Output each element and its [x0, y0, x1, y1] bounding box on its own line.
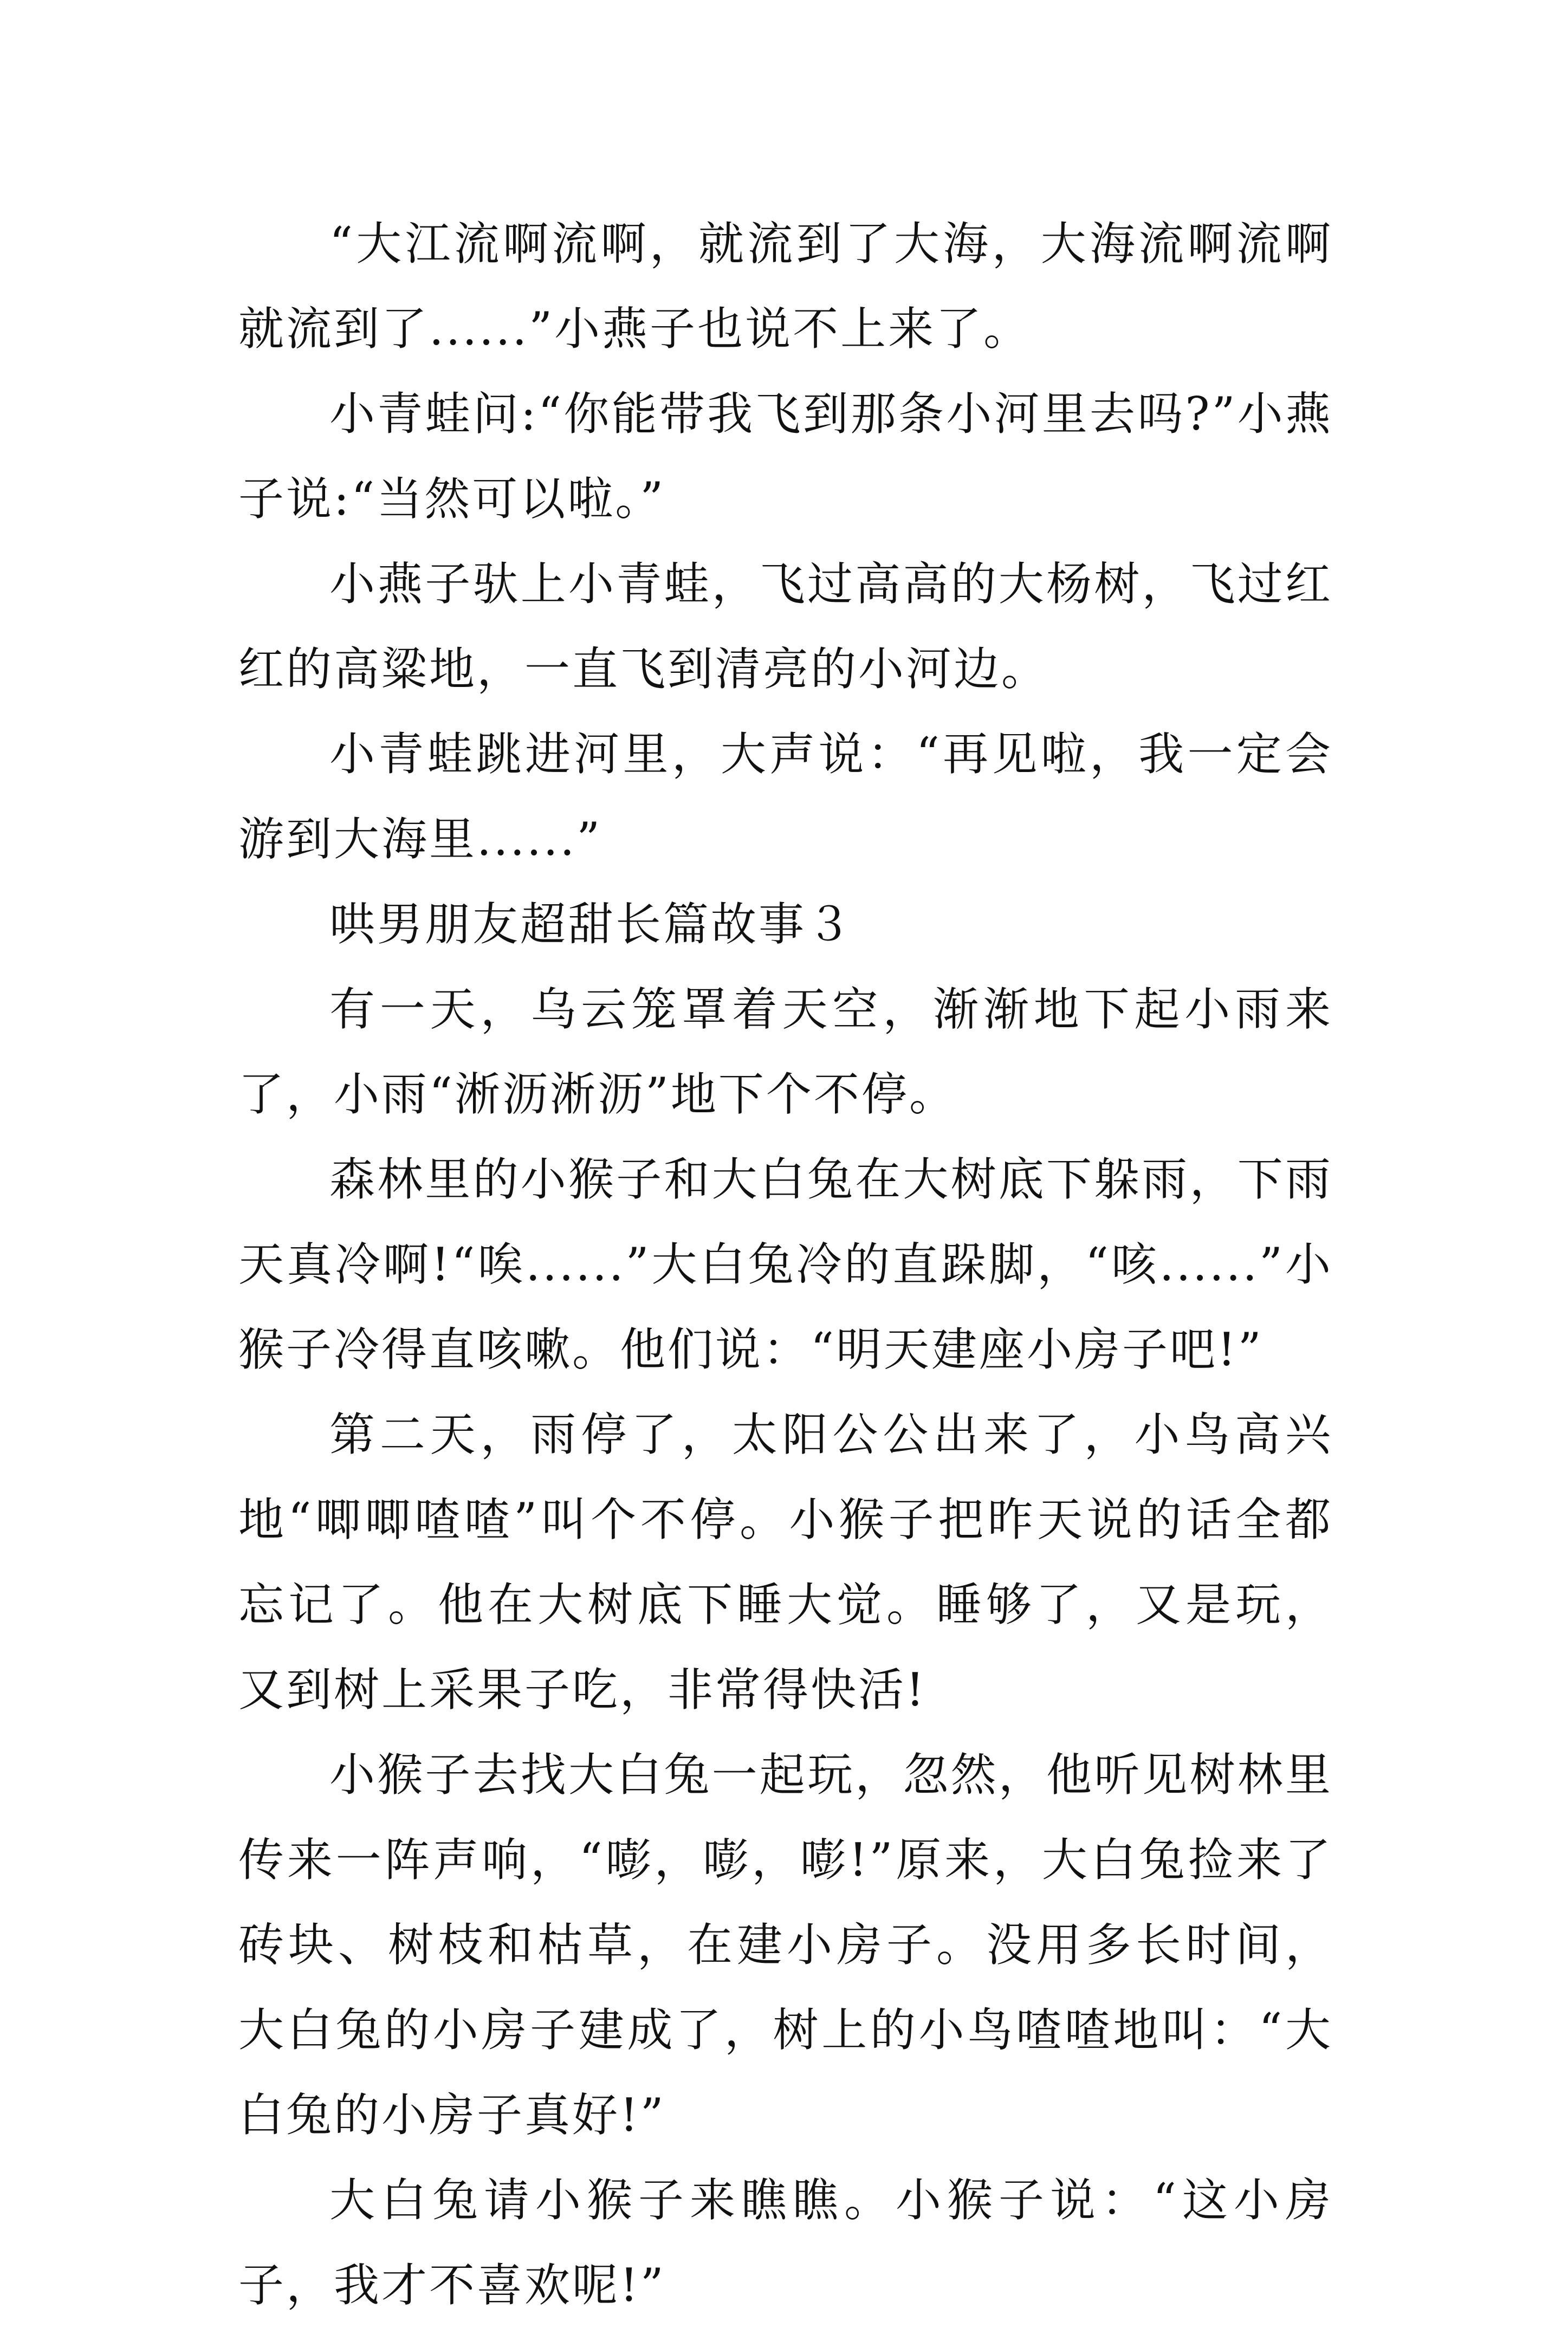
paragraph-6: 森林里的小猴子和大白兔在大树底下躲雨，下雨天真冷啊!“唉......”大白兔冷的直跺脚，“咳......”小猴子冷得直咳嗽。他们说：“明天建座小房子吧!”	[238, 1153, 1333, 1376]
paragraph-7: 第二天，雨停了，太阳公公出来了，小鸟高兴地“唧唧喳喳”叫个不停。小猴子把昨天说的话全都忘记了。他在大树底下睡大觉。睡够了，又是玩，又到树上采果子吃，非常得快活!	[238, 1408, 1333, 1716]
paragraph-9: 大白兔请小猴子来瞧瞧。小猴子说：“这小房子，我才不喜欢呢!”	[238, 2174, 1333, 2312]
paragraph-3: 小燕子驮上小青蛙，飞过高高的大杨树，飞过红红的高粱地，一直飞到清亮的小河边。	[238, 557, 1333, 696]
paragraph-8: 小猴子去找大白兔一起玩，忽然，他听见树林里传来一阵声响，“嘭，嘭，嘭!”原来，大白兔捡来了砖块、树枝和枯草，在建小房子。没用多长时间，大白兔的小房子建成了，树上的小鸟喳喳地叫：“大白兔的小房子真好!”	[238, 1748, 1333, 2142]
section-heading: 哄男朋友超甜长篇故事３	[329, 898, 854, 951]
document-body	[238, 202, 1333, 2328]
paragraph-2: 小青蛙问:“你能带我飞到那条小河里去吗?”小燕子说:“当然可以啦。”	[238, 387, 1333, 526]
paragraph-5: 有一天，乌云笼罩着天空，渐渐地下起小雨来了，小雨“淅沥淅沥”地下个不停。	[238, 983, 1333, 1121]
paragraph-1: “大江流啊流啊，就流到了大海，大海流啊流啊就流到了......”小燕子也说不上来了。	[238, 217, 1333, 355]
paragraph-4: 小青蛙跳进河里，大声说：“再见啦，我一定会游到大海里......”	[238, 728, 1333, 866]
